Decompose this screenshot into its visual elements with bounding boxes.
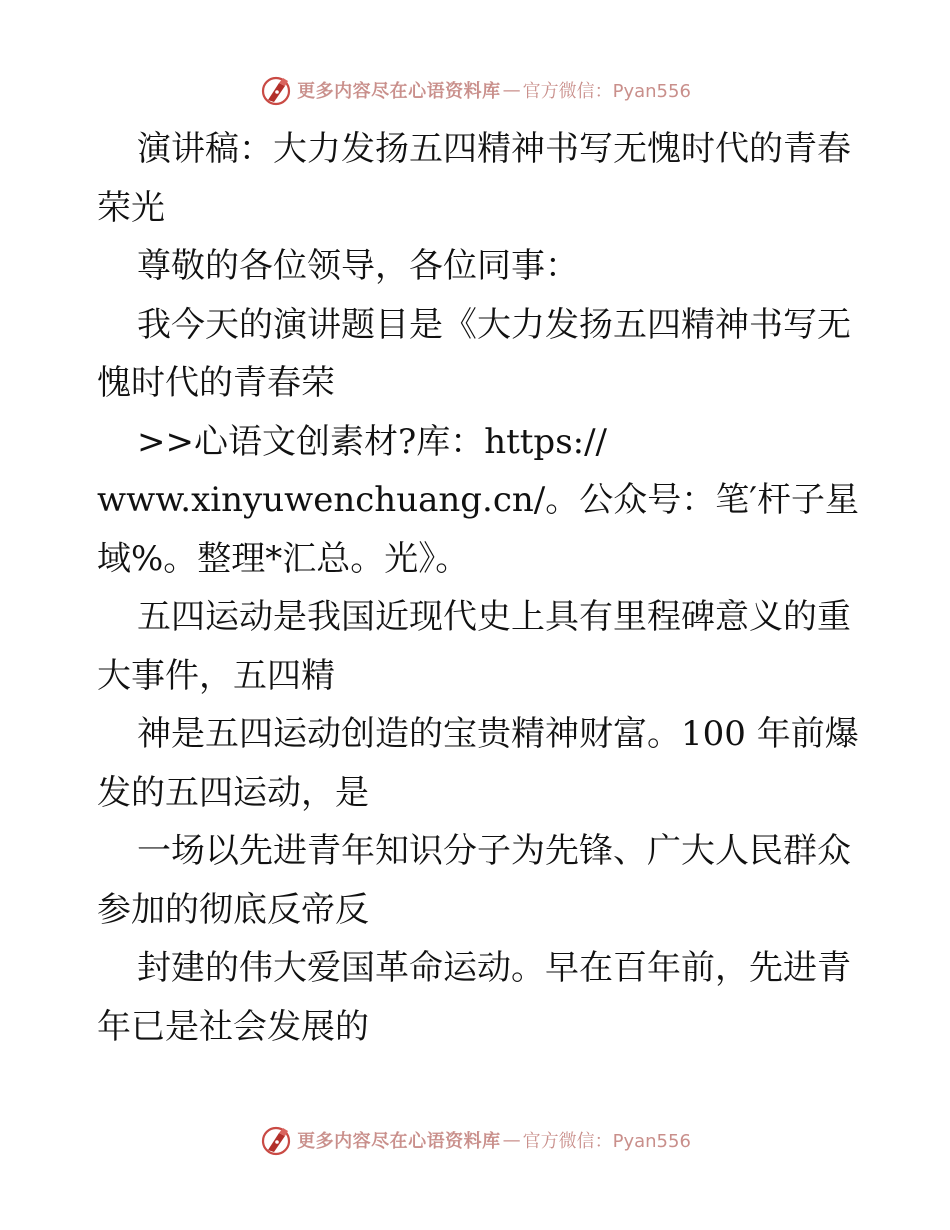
topic-paragraph — [97, 296, 857, 413]
text-line: 封建的伟大爱国革命运动。早在百年前，先进青 — [137, 948, 851, 988]
text-line: www.xinyuwenchuang.cn/。公众号：笔′杆子星 — [97, 480, 859, 520]
text-line: >>心语文创素材?库：https:// — [137, 421, 608, 462]
text-line: 参加的彻底反帝反 — [97, 889, 369, 930]
document-body — [97, 120, 857, 1056]
banner-dash: — — [502, 79, 521, 101]
body-paragraph — [97, 939, 857, 1056]
text-line: 荣光 — [97, 187, 165, 228]
body-paragraph — [97, 588, 857, 705]
text-line: 愧时代的青春荣 — [97, 363, 335, 403]
banner-brand-text: 更多内容尽在心语资料库 — [297, 1131, 501, 1152]
text-line: 五四运动是我国近现代史上具有里程碑意义的重 — [137, 597, 851, 637]
salutation-paragraph — [97, 237, 857, 296]
text-line: 年已是社会发展的 — [97, 1006, 369, 1047]
pen-nib-logo-icon — [259, 73, 293, 107]
pen-nib-logo-icon — [259, 1123, 293, 1157]
footer-banner — [0, 1120, 950, 1160]
header-banner — [0, 70, 950, 110]
source-note-paragraph — [97, 413, 857, 589]
body-paragraph — [97, 822, 857, 939]
text-line: 域%。整理*汇总。光》。 — [97, 538, 470, 579]
text-line: 一场以先进青年知识分子为先锋、广大人民群众 — [137, 831, 851, 871]
text-line: 大事件，五四精 — [97, 655, 335, 696]
text-line: 神是五四运动创造的宝贵精神财富。100 年前爆 — [137, 714, 859, 754]
banner-contact-text: 官方微信：Pyan556 — [522, 1131, 691, 1152]
banner-contact-text: 官方微信：Pyan556 — [522, 81, 691, 102]
banner-brand-text: 更多内容尽在心语资料库 — [297, 81, 501, 102]
text-line: 演讲稿：大力发扬五四精神书写无愧时代的青春 — [137, 129, 851, 169]
body-paragraph — [97, 705, 857, 822]
text-line: 尊敬的各位领导，各位同事： — [137, 246, 579, 286]
text-line: 发的五四运动，是 — [97, 772, 369, 813]
title-paragraph — [97, 120, 857, 237]
text-line: 我今天的演讲题目是《大力发扬五四精神书写无 — [137, 304, 851, 345]
banner-dash: — — [502, 1129, 521, 1151]
